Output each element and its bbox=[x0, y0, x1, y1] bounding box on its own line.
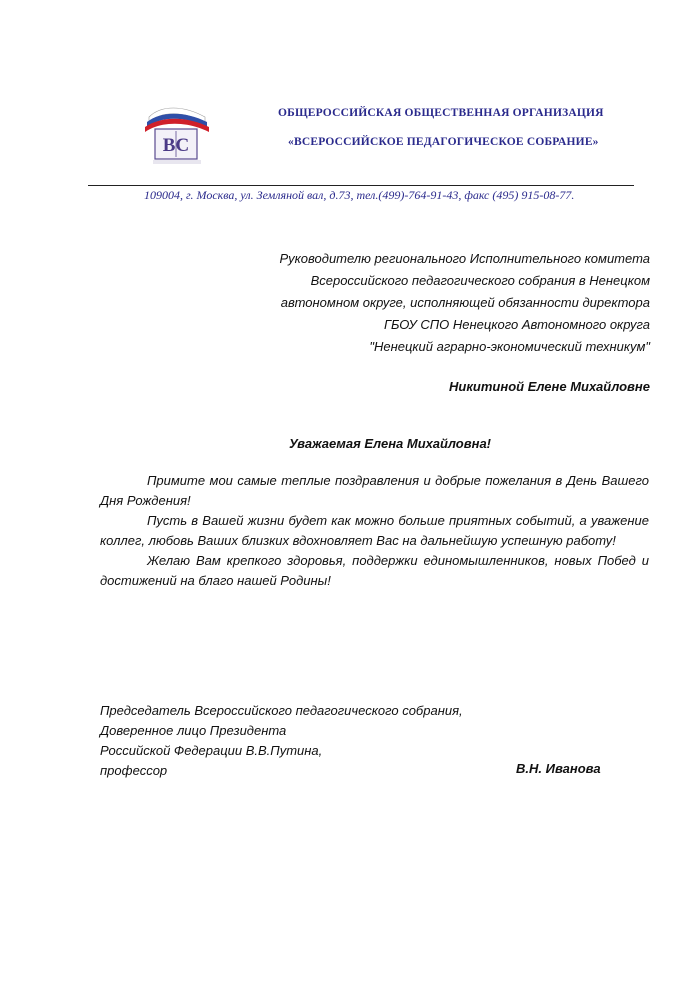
org-name-line1: ОБЩЕРОССИЙСКАЯ ОБЩЕСТВЕННАЯ ОРГАНИЗАЦИЯ bbox=[278, 107, 604, 119]
svg-text:ВС: ВС bbox=[162, 135, 190, 156]
addressee-line: автономном округе, исполняющей обязанности директора bbox=[280, 295, 650, 310]
signature-block bbox=[100, 701, 463, 781]
signature-line: профессор bbox=[100, 763, 168, 778]
header-divider bbox=[88, 185, 634, 186]
addressee-block bbox=[280, 248, 651, 358]
recipient-name: Никитиной Елене Михайловне bbox=[448, 379, 650, 394]
vps-emblem-icon bbox=[139, 103, 215, 165]
signature-line: Доверенное лицо Президента bbox=[100, 723, 287, 738]
addressee-line: Руководителю регионального Исполнительного комитета bbox=[279, 251, 650, 266]
body-paragraph: Примите мои самые теплые поздравления и добрые пожелания в День Вашего Дня Рождения! bbox=[100, 473, 649, 508]
salutation: Уважаемая Елена Михайловна! bbox=[289, 436, 492, 451]
addressee-line: "Ненецкий аграрно-экономический техникум" bbox=[369, 339, 650, 354]
org-address: 109004, г. Москва, ул. Земляной вал, д.73, тел.(499)-764-91-43, факс (495) 915-08-77. bbox=[144, 188, 575, 202]
letter-body bbox=[100, 471, 649, 591]
signature-line: Российской Федерации В.В.Путина, bbox=[100, 743, 323, 758]
addressee-line: ГБОУ СПО Ненецкого Автономного округа bbox=[383, 317, 650, 332]
signature-line: Председатель Всероссийского педагогического собрания, bbox=[100, 703, 463, 718]
addressee-line: Всероссийского педагогического собрания в Ненецком bbox=[310, 273, 650, 288]
signer-name: В.Н. Иванова bbox=[516, 761, 601, 776]
body-paragraph: Желаю Вам крепкого здоровья, поддержки единомышленников, новых Побед и достижений на благо нашей Родины! bbox=[100, 553, 649, 588]
org-name-line2: «ВСЕРОССИЙСКОЕ ПЕДАГОГИЧЕСКОЕ СОБРАНИЕ» bbox=[288, 136, 599, 148]
body-paragraph: Пусть в Вашей жизни будет как можно больше приятных событий, а уважение коллег, любовь Ваших близких вдохновляет Вас на дальнейшую успешную работу! bbox=[100, 513, 649, 548]
